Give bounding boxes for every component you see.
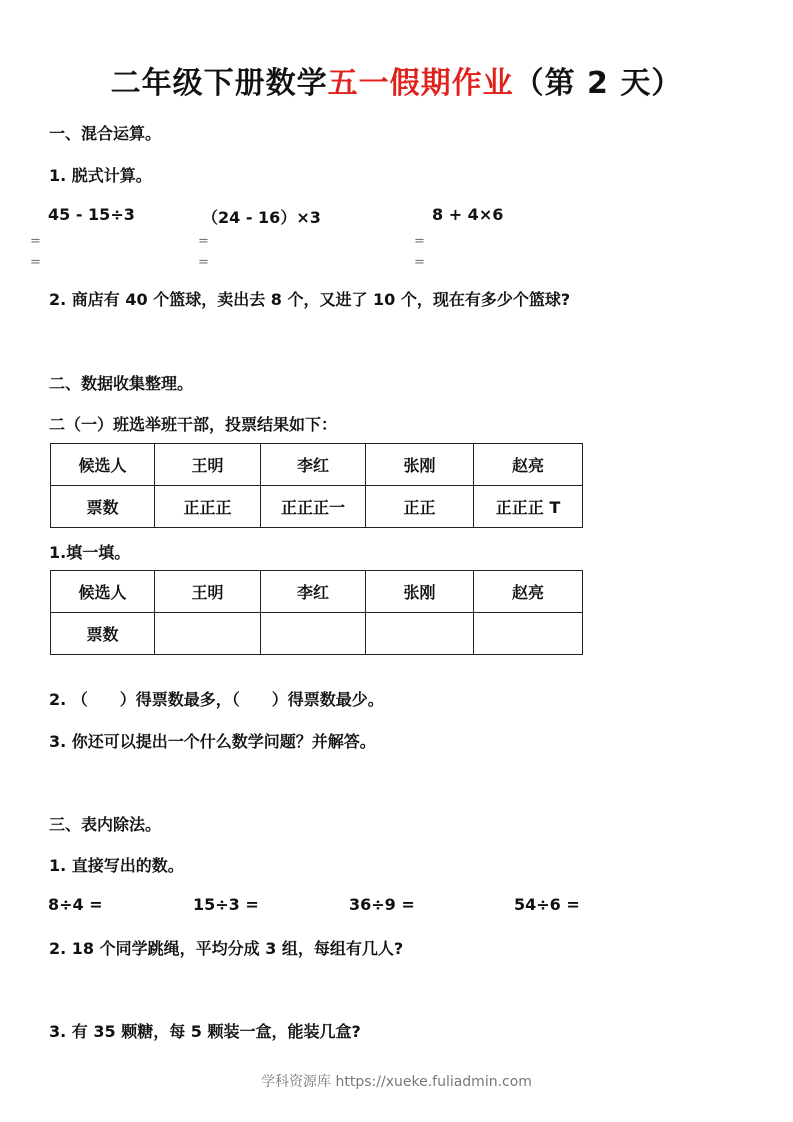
vote-tally-table bbox=[50, 443, 583, 528]
equals-sign: = bbox=[414, 255, 425, 270]
footer-link[interactable]: 学科资源库 https://xueke.fuliadmin.com bbox=[261, 1074, 532, 1090]
answer-cell[interactable] bbox=[155, 613, 261, 655]
section3-heading: 三、表内除法。 bbox=[49, 815, 162, 834]
section1-heading: 一、混合运算。 bbox=[49, 124, 162, 143]
table-header-cell: 候选人 bbox=[51, 444, 155, 486]
equals-sign: = bbox=[414, 234, 425, 249]
expression-3: 8 + 4×6 bbox=[432, 205, 504, 224]
answer-cell[interactable] bbox=[366, 613, 474, 655]
table-header-cell: 候选人 bbox=[51, 571, 155, 613]
section1-q1-label: 1. 脱式计算。 bbox=[49, 166, 152, 185]
section2-q2: 2. （ ）得票数最多，（ ）得票数最少。 bbox=[49, 690, 384, 709]
table-cell: 正正 bbox=[366, 486, 474, 528]
table-header-cell: 赵亮 bbox=[474, 444, 583, 486]
table-cell: 正正正一 bbox=[261, 486, 366, 528]
answer-cell[interactable] bbox=[474, 613, 583, 655]
division-problem: 15÷3 = bbox=[193, 895, 259, 914]
table-header-cell: 李红 bbox=[261, 444, 366, 486]
division-problem: 8÷4 = bbox=[48, 895, 103, 914]
table-cell: 票数 bbox=[51, 613, 155, 655]
section3-q3: 3. 有 35 颗糖，每 5 颗装一盒，能装几盒? bbox=[49, 1022, 361, 1041]
table-row bbox=[51, 486, 583, 528]
equals-sign: = bbox=[198, 234, 209, 249]
table-row bbox=[51, 571, 583, 613]
section2-heading: 二、数据收集整理。 bbox=[49, 374, 194, 393]
table-header-cell: 张刚 bbox=[366, 444, 474, 486]
division-problem: 54÷6 = bbox=[514, 895, 580, 914]
table-header-cell: 李红 bbox=[261, 571, 366, 613]
expression-2: （24 - 16）×3 bbox=[202, 208, 321, 227]
table-header-cell: 张刚 bbox=[366, 571, 474, 613]
division-problem: 36÷9 = bbox=[349, 895, 415, 914]
title-suffix: （第 2 天） bbox=[513, 66, 683, 101]
answer-cell[interactable] bbox=[261, 613, 366, 655]
section3-q1-label: 1. 直接写出的数。 bbox=[49, 856, 184, 875]
table-cell: 正正正 bbox=[155, 486, 261, 528]
page-title bbox=[0, 58, 793, 102]
vote-count-table bbox=[50, 570, 583, 655]
expression-1: 45 - 15÷3 bbox=[48, 205, 135, 224]
title-prefix: 二年级下册数学 bbox=[110, 66, 328, 101]
table-header-cell: 王明 bbox=[155, 444, 261, 486]
section3-q2: 2. 18 个同学跳绳，平均分成 3 组，每组有几人? bbox=[49, 939, 404, 958]
table-row bbox=[51, 613, 583, 655]
section2-intro: 二（一）班选举班干部，投票结果如下： bbox=[49, 415, 338, 434]
equals-sign: = bbox=[198, 255, 209, 270]
equals-sign: = bbox=[30, 234, 41, 249]
title-highlight: 五一假期作业 bbox=[327, 66, 514, 101]
section2-q3: 3. 你还可以提出一个什么数学问题？并解答。 bbox=[49, 732, 376, 751]
fill-in-label: 1.填一填。 bbox=[49, 543, 131, 562]
table-header-cell: 王明 bbox=[155, 571, 261, 613]
table-header-cell: 赵亮 bbox=[474, 571, 583, 613]
section1-q2: 2. 商店有 40 个篮球，卖出去 8 个，又进了 10 个，现在有多少个篮球? bbox=[49, 290, 571, 309]
table-row bbox=[51, 444, 583, 486]
equals-sign: = bbox=[30, 255, 41, 270]
table-cell: 正正正 T bbox=[474, 486, 583, 528]
table-cell: 票数 bbox=[51, 486, 155, 528]
